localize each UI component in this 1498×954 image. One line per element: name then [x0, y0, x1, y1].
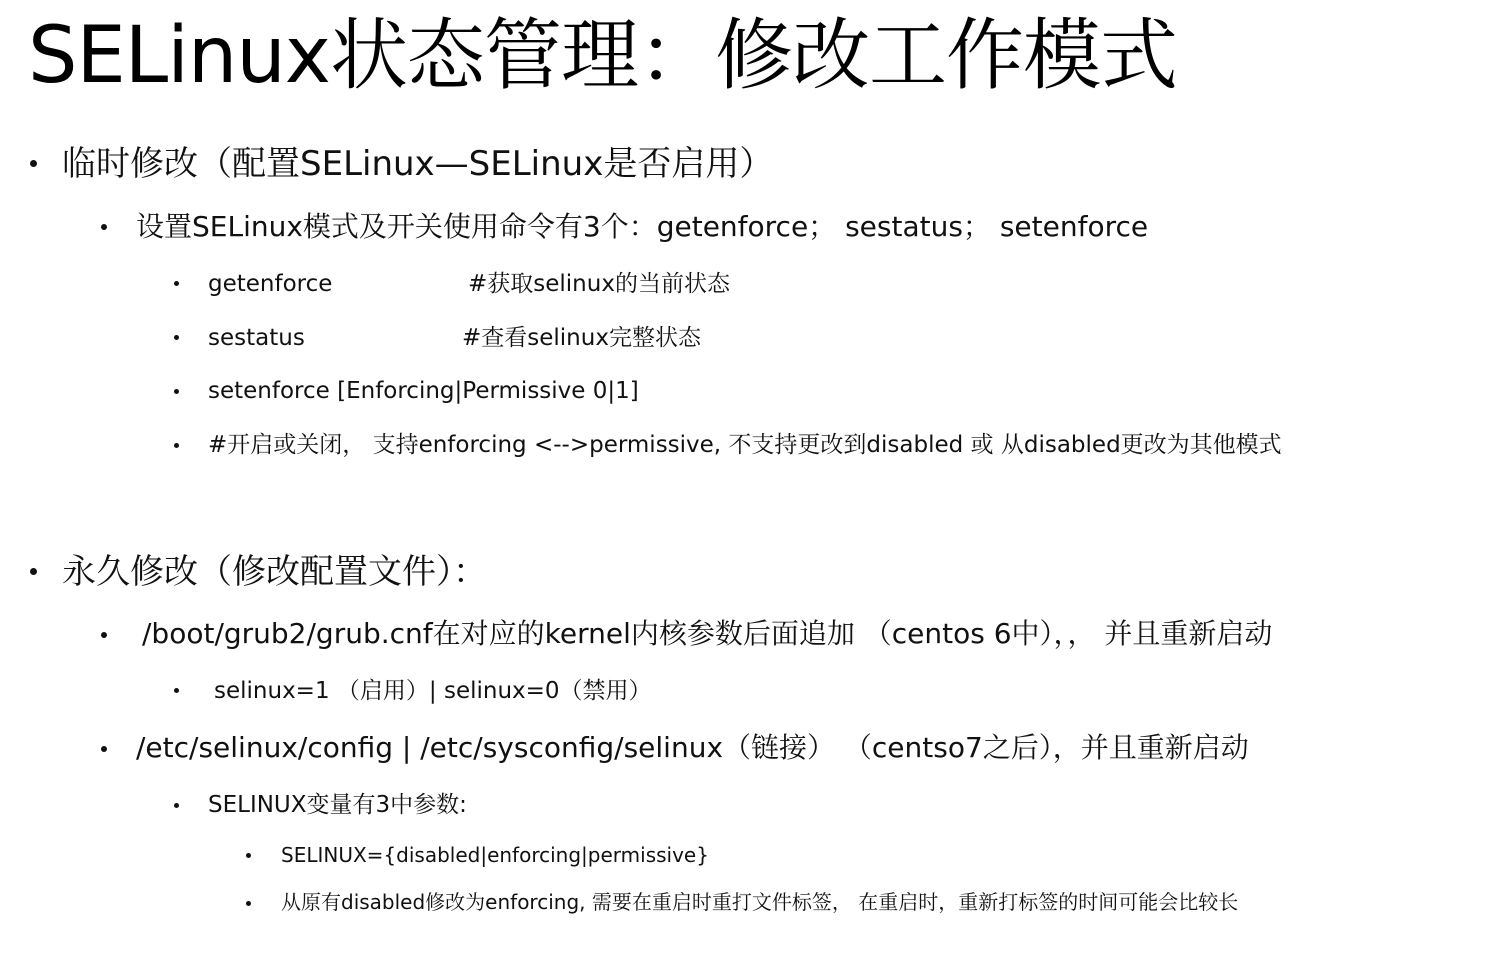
config-line: /etc/selinux/config | /etc/sysconfig/selinux（链接） （centso7之后），并且重新启动	[136, 731, 1249, 764]
bullet-icon	[174, 335, 179, 340]
sestatus-comment: #查看selinux完整状态	[462, 325, 701, 351]
permanent-heading: 永久修改（修改配置文件）：	[62, 552, 487, 592]
sestatus-cmd: sestatus	[208, 325, 305, 351]
bullet-icon	[30, 568, 37, 575]
bullet-icon	[174, 803, 179, 808]
bullet-icon	[174, 443, 179, 448]
bullet-icon	[174, 281, 179, 286]
commands-intro: 设置SELinux模式及开关使用命令有3个：getenforce； sestatus； setenforce	[136, 210, 1149, 243]
bullet-icon	[101, 224, 107, 230]
grub-line: /boot/grub2/grub.cnf在对应的kernel内核参数后面追加 （centos 6中），， 并且重新启动	[142, 617, 1273, 650]
getenforce-comment: #获取selinux的当前状态	[468, 271, 730, 297]
selinux-values: SELINUX={disabled|enforcing|permissive}	[281, 843, 709, 867]
bullet-icon	[101, 632, 107, 638]
bullet-icon	[174, 389, 179, 394]
slide-title: SELinux状态管理：修改工作模式	[28, 11, 1177, 101]
selinux-var-intro: SELINUX变量有3中参数:	[208, 792, 467, 818]
setenforce-cmd: setenforce [Enforcing|Permissive 0|1]	[208, 378, 639, 404]
getenforce-cmd: getenforce	[208, 271, 333, 297]
bullet-icon	[174, 688, 179, 693]
bullet-icon	[30, 160, 37, 167]
toggle-note: #开启或关闭， 支持enforcing <-->permissive, 不支持更改到disabled 或 从disabled更改为其他模式	[208, 432, 1282, 458]
bullet-icon	[246, 853, 251, 858]
relabel-note: 从原有disabled修改为enforcing, 需要在重启时重打文件标签， 在重启时，重新打标签的时间可能会比较长	[281, 890, 1239, 914]
bullet-icon	[246, 901, 251, 906]
temporary-heading: 临时修改（配置SELinux—SELinux是否启用）	[62, 144, 774, 184]
grub-values: selinux=1 （启用）| selinux=0（禁用）	[214, 678, 652, 704]
bullet-icon	[101, 746, 107, 752]
